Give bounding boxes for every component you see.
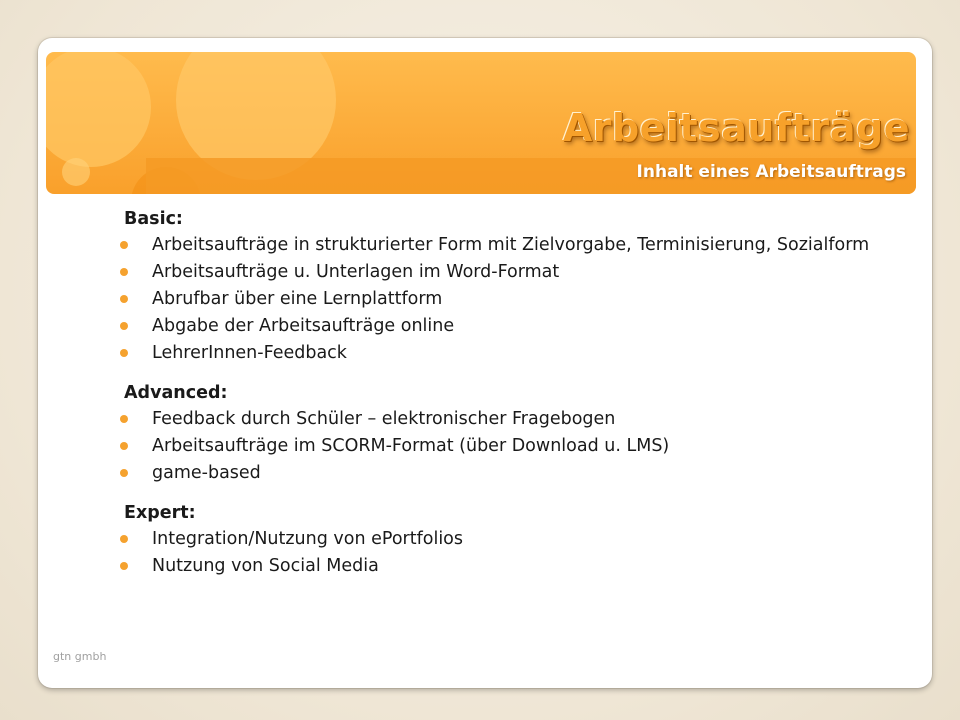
list-item-text: game-based <box>152 463 261 483</box>
list-item-text: Arbeitsaufträge u. Unterlagen im Word-Format <box>152 262 560 282</box>
list-item <box>124 463 884 484</box>
section-advanced <box>124 380 884 484</box>
bullet-dot-icon <box>120 268 128 276</box>
section-heading: Advanced: <box>124 383 228 403</box>
list-item <box>124 409 884 430</box>
bullet-dot-icon <box>120 241 128 249</box>
list-item <box>124 316 884 337</box>
slide-title: Arbeitsaufträge <box>562 106 910 150</box>
list-item <box>124 262 884 283</box>
bullet-list <box>124 409 884 484</box>
bullet-list <box>124 235 884 364</box>
bullet-dot-icon <box>120 562 128 570</box>
bullet-dot-icon <box>120 442 128 450</box>
list-item-text: Arbeitsaufträge in strukturierter Form mit Zielvorgabe, Terminisierung, Sozialform <box>152 235 870 255</box>
list-item-text: Nutzung von Social Media <box>152 556 379 576</box>
bullet-dot-icon <box>120 322 128 330</box>
section-heading: Expert: <box>124 503 196 523</box>
slide-subtitle: Inhalt eines Arbeitsauftrags <box>636 162 906 182</box>
bullet-dot-icon <box>120 469 128 477</box>
bullet-list <box>124 529 884 577</box>
list-item <box>124 235 884 256</box>
title-banner <box>46 52 916 194</box>
list-item-text: Abgabe der Arbeitsaufträge online <box>152 316 455 336</box>
list-item-text: Integration/Nutzung von ePortfolios <box>152 529 464 549</box>
list-item <box>124 529 884 550</box>
list-item-text: Feedback durch Schüler – elektronischer Fragebogen <box>152 409 616 429</box>
list-item-text: Abrufbar über eine Lernplattform <box>152 289 443 309</box>
bullet-dot-icon <box>120 349 128 357</box>
list-item <box>124 343 884 364</box>
section-basic <box>124 206 884 364</box>
list-item-text: LehrerInnen-Feedback <box>152 343 347 363</box>
list-item <box>124 556 884 577</box>
section-expert <box>124 500 884 577</box>
bullet-dot-icon <box>120 415 128 423</box>
list-item <box>124 289 884 310</box>
bullet-dot-icon <box>120 295 128 303</box>
bullet-dot-icon <box>120 535 128 543</box>
content-body <box>124 206 884 583</box>
footer-text: gtn gmbh <box>53 650 107 663</box>
list-item-text: Arbeitsaufträge im SCORM-Format (über Download u. LMS) <box>152 436 670 456</box>
list-item <box>124 436 884 457</box>
section-heading: Basic: <box>124 209 183 229</box>
